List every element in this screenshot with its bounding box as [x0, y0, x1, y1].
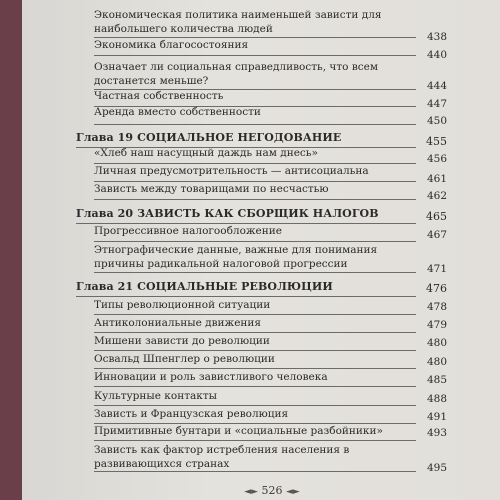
toc-entry-title: Зависть как фактор истребления населения в развивающихся странах [94, 444, 350, 470]
toc-entry [94, 316, 416, 330]
toc-chapter [76, 280, 416, 294]
toc-page-number: 450 [426, 115, 447, 127]
toc-entry-title: Личная предусмотрительность — антисоциальна [94, 165, 369, 177]
toc-entry [94, 146, 416, 160]
toc-page-number: 491 [426, 411, 447, 423]
dotted-leader [94, 241, 416, 242]
toc-page-number: 488 [426, 393, 447, 405]
dotted-leader [94, 350, 416, 351]
toc-entry [94, 243, 416, 271]
toc-entry [94, 224, 416, 238]
toc-entry [94, 164, 416, 178]
toc-chapter-title: Глава 20 ЗАВИСТЬ КАК СБОРЩИК НАЛОГОВ [76, 207, 379, 220]
dotted-leader [94, 199, 416, 200]
toc-page-number: 455 [426, 135, 447, 148]
toc-page-number: 462 [426, 190, 447, 202]
ornament-left-icon: ◄► [244, 487, 258, 497]
toc-entry [94, 407, 416, 421]
toc-page-number: 485 [426, 374, 447, 386]
toc-page-number: 444 [426, 80, 447, 92]
toc-entry [94, 105, 416, 119]
toc-page-number: 447 [426, 98, 447, 110]
toc-entry-title: Означает ли социальная справедливость, что всем достанется меньше? [94, 61, 378, 87]
dotted-leader [94, 314, 416, 315]
toc-entry-title: Инновации и роль завистливого человека [94, 371, 328, 383]
dotted-leader [94, 124, 416, 125]
toc-entry-title: Зависть и Французская революция [94, 408, 289, 420]
toc-entry [94, 443, 416, 471]
toc-entry-title: Зависть между товарищами по несчастью [94, 183, 329, 195]
toc-page-number: 476 [426, 282, 447, 295]
page-number: 526 [261, 484, 283, 497]
toc-chapter [76, 207, 416, 221]
toc-entry-title: Этнографические данные, важные для понимания причины радикальной налоговой прогрессии [94, 244, 378, 270]
dotted-leader [94, 272, 416, 273]
toc-entry-title: Типы революционной ситуации [94, 299, 271, 311]
toc-entry-title: Прогрессивное налогообложение [94, 225, 282, 237]
toc-entry-title: Мишени зависти до революции [94, 335, 270, 347]
dotted-leader [94, 368, 416, 369]
page-footer [232, 484, 312, 497]
dotted-leader [94, 55, 416, 56]
toc-page-number: 440 [426, 49, 447, 61]
toc-entry-title: «Хлеб наш насущный даждь нам днесь» [94, 147, 318, 159]
toc-entry [94, 298, 416, 312]
toc-entry [94, 8, 416, 36]
toc-entry [94, 89, 416, 103]
toc-page-number: 456 [426, 153, 447, 165]
toc-entry [94, 424, 416, 438]
toc-entry [94, 38, 416, 52]
book-page [22, 0, 500, 500]
toc-entry [94, 352, 416, 366]
toc-page-number: 461 [426, 173, 447, 185]
toc-entry [94, 60, 416, 88]
toc-entry-title: Примитивные бунтари и «социальные разбойники» [94, 425, 383, 437]
toc-page-number: 495 [426, 462, 447, 474]
toc-page-number: 471 [426, 263, 447, 275]
toc-entry [94, 370, 416, 384]
toc-entry-title: Культурные контакты [94, 390, 217, 402]
toc-page-number: 478 [426, 301, 447, 313]
toc-page-number: 479 [426, 319, 447, 331]
table-of-contents [22, 0, 500, 500]
toc-entry-title: Частная собственность [94, 90, 224, 102]
dotted-leader [76, 296, 416, 297]
toc-page-number: 480 [426, 356, 447, 368]
toc-entry [94, 182, 416, 196]
toc-page-number: 467 [426, 229, 447, 241]
dotted-leader [94, 471, 416, 472]
toc-page-number: 480 [426, 337, 447, 349]
toc-chapter-title: Глава 19 СОЦИАЛЬНОЕ НЕГОДОВАНИЕ [76, 131, 342, 144]
dotted-leader [94, 386, 416, 387]
toc-entry [94, 389, 416, 403]
toc-page-number: 465 [426, 210, 447, 223]
toc-chapter-title: Глава 21 СОЦИАЛЬНЫЕ РЕВОЛЮЦИИ [76, 280, 333, 293]
toc-chapter [76, 131, 416, 145]
toc-entry-title: Освальд Шпенглер о революции [94, 353, 275, 365]
ornament-right-icon: ◄► [286, 487, 300, 497]
toc-entry-title: Антиколониальные движения [94, 317, 262, 329]
dotted-leader [94, 440, 416, 441]
toc-entry [94, 334, 416, 348]
toc-entry-title: Аренда вместо собственности [94, 106, 261, 118]
toc-entry-title: Экономика благосостояния [94, 39, 249, 51]
toc-page-number: 438 [426, 31, 447, 43]
dotted-leader [94, 405, 416, 406]
toc-entry-title: Экономическая политика наименьшей зависти для наибольшего количества людей [94, 9, 382, 35]
dotted-leader [94, 332, 416, 333]
toc-page-number: 493 [426, 427, 447, 439]
